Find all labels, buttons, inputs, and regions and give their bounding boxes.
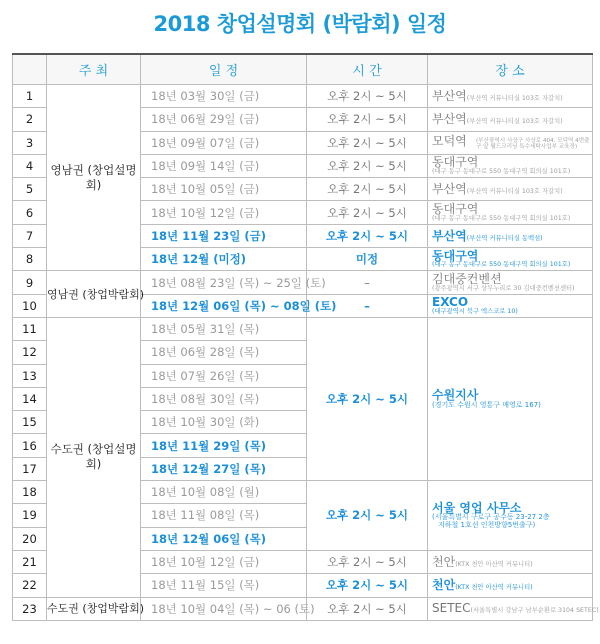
time-cell: 오후 2시 ~ 5시 [307, 224, 428, 247]
row-number: 7 [13, 224, 47, 247]
header-number [13, 54, 47, 85]
table-row [13, 85, 593, 108]
row-number: 5 [13, 178, 47, 201]
place-address: (부산역 커뮤니티실 103호 자갈치) [466, 188, 563, 196]
date-cell: 18년 10월 04일 (목) ~ 06 (토) [141, 597, 307, 620]
place-cell [428, 248, 593, 271]
time-cell: 오후 2시 ~ 5시 [307, 85, 428, 108]
place-address: (KTX 천안 아산역 커뮤니티) [455, 560, 533, 568]
host-cell: 영남권 (창업박람회) [47, 271, 141, 318]
place-name: 동대구역 [432, 155, 479, 170]
place-name: 부산역 [432, 228, 467, 243]
place-address: (부산역 커뮤니티실 103호 자갈치) [466, 118, 563, 126]
place-address: (부산광역시 사상구 사상로 404, 모덕역 4번출구 앞 웰드크리닝 특수세탁사업부 교육장) [476, 138, 590, 151]
place-name: 수원지사 [432, 388, 479, 403]
host-cell: 수도권 (창업박람회) [47, 597, 141, 620]
header-date: 일 정 [141, 54, 307, 85]
place-cell [428, 550, 593, 573]
date-cell: 18년 10월 08일 (월) [141, 481, 307, 504]
row-number: 22 [13, 574, 47, 597]
date-cell: 18년 11월 29일 (목) [141, 434, 307, 457]
place-address: (부산역 커뮤니티실 103호 자갈치) [466, 94, 563, 102]
place-cell [428, 317, 593, 480]
place-cell [428, 85, 593, 108]
place-address: (서울특별시 강남구 남부순환로 3104 SETEC) [470, 607, 599, 615]
row-number: 2 [13, 108, 47, 131]
date-cell: 18년 12월 06일 (목) ~ 08일 (토) [141, 294, 307, 317]
place-cell [428, 271, 593, 294]
place-name: 동대구역 [432, 248, 479, 263]
schedule-table [12, 53, 599, 621]
row-number: 6 [13, 201, 47, 224]
row-number: 9 [13, 271, 47, 294]
place-address: (KTX 천안 아산역 커뮤니티) [455, 584, 533, 592]
place-cell [428, 574, 593, 597]
row-number: 18 [13, 481, 47, 504]
row-number: 15 [13, 411, 47, 434]
row-number: 14 [13, 387, 47, 410]
place-name: 부산역 [432, 88, 467, 103]
place-cell [428, 108, 593, 131]
place-name: 천안 [432, 554, 456, 569]
row-number: 23 [13, 597, 47, 620]
host-cell: 수도권 (창업설명회) [47, 317, 141, 597]
place-address: (대구 동구 동대구로 550 동대구역 회의실 101호) [432, 261, 571, 269]
place-address: (광주광역시 서구 상무누리로 30 김대중컨벤션센터) [432, 284, 575, 292]
time-cell: – [307, 271, 428, 294]
row-number: 1 [13, 85, 47, 108]
row-number: 4 [13, 154, 47, 177]
host-cell: 영남권 (창업설명회) [47, 85, 141, 271]
page-title: 2018 창업설명회 (박람회) 일정 [153, 12, 447, 36]
row-number: 20 [13, 527, 47, 550]
date-cell: 18년 12월 27일 (목) [141, 457, 307, 480]
header-place: 장 소 [428, 54, 593, 85]
time-cell: 오후 2시 ~ 5시 [307, 317, 428, 480]
date-cell: 18년 09월 07일 (금) [141, 131, 307, 154]
date-cell: 18년 05월 31일 (목) [141, 317, 307, 340]
row-number: 11 [13, 317, 47, 340]
row-number: 10 [13, 294, 47, 317]
date-cell: 18년 10월 12일 (금) [141, 201, 307, 224]
time-cell: 오후 2시 ~ 5시 [307, 597, 428, 620]
place-address: (대구 동구 동대구로 550 동대구역 회의실 101호) [432, 214, 571, 222]
place-address: (부산역 커뮤니티실 동백섬) [466, 234, 543, 242]
date-cell: 18년 07월 26일 (목) [141, 364, 307, 387]
header-row [13, 54, 593, 85]
header-host: 주 최 [47, 54, 141, 85]
table-row [13, 271, 593, 294]
place-address-line2: 지하철 1호선 인천방향5번출구) [438, 520, 536, 529]
row-number: 19 [13, 504, 47, 527]
date-cell: 18년 06월 29일 (금) [141, 108, 307, 131]
place-name: 서울 영업 사무소 [432, 500, 522, 515]
date-cell: 18년 11월 08일 (목) [141, 504, 307, 527]
place-cell [428, 131, 593, 154]
place-name: 부산역 [432, 182, 467, 197]
time-cell: 오후 2시 ~ 5시 [307, 178, 428, 201]
row-number: 8 [13, 248, 47, 271]
place-name: 동대구역 [432, 202, 479, 217]
place-address: (대구 동구 동대구로 550 동대구역 회의실 101호) [432, 168, 571, 176]
place-name: 모덕역 [432, 134, 467, 149]
place-name: 김대중컨벤션 [432, 271, 502, 286]
row-number: 3 [13, 131, 47, 154]
place-cell [428, 178, 593, 201]
date-cell: 18년 12월 06일 (목) [141, 527, 307, 550]
date-cell: 18년 10월 12일 (금) [141, 550, 307, 573]
time-cell: 오후 2시 ~ 5시 [307, 550, 428, 573]
time-cell: 오후 2시 ~ 5시 [307, 154, 428, 177]
place-cell [428, 294, 593, 317]
table-row [13, 317, 593, 340]
time-cell: 오후 2시 ~ 5시 [307, 481, 428, 551]
date-cell: 18년 09월 14일 (금) [141, 154, 307, 177]
date-cell: 18년 08월 23일 (목) ~ 25일 (토) [141, 271, 307, 294]
row-number: 21 [13, 550, 47, 573]
place-cell [428, 597, 599, 620]
date-cell: 18년 11월 15일 (목) [141, 574, 307, 597]
row-number: 12 [13, 341, 47, 364]
row-number: 16 [13, 434, 47, 457]
date-cell: 18년 12월 (미정) [141, 248, 307, 271]
place-address: (대구광역시 북구 엑스코로 10) [432, 307, 518, 315]
place-address: (경기도 수원시 영통구 매영로 167) [432, 400, 541, 409]
header-time: 시 간 [307, 54, 428, 85]
time-cell: 오후 2시 ~ 5시 [307, 201, 428, 224]
place-cell [428, 154, 593, 177]
place-cell [428, 224, 593, 247]
time-cell: 오후 2시 ~ 5시 [307, 574, 428, 597]
date-cell: 18년 10월 05일 (금) [141, 178, 307, 201]
row-number: 17 [13, 457, 47, 480]
place-cell [428, 481, 593, 551]
time-cell: 오후 2시 ~ 5시 [307, 108, 428, 131]
place-name: 부산역 [432, 112, 467, 127]
table-row [13, 597, 593, 620]
place-name: EXCO [432, 295, 469, 310]
date-cell: 18년 11월 23일 (금) [141, 224, 307, 247]
date-cell: 18년 08월 30일 (목) [141, 387, 307, 410]
place-name: 천안 [432, 578, 456, 593]
time-cell: 미정 [307, 248, 428, 271]
date-cell: 18년 03월 30일 (금) [141, 85, 307, 108]
date-cell: 18년 10월 30일 (화) [141, 411, 307, 434]
time-cell: 오후 2시 ~ 5시 [307, 131, 428, 154]
time-cell: – [307, 294, 428, 317]
place-cell [428, 201, 593, 224]
date-cell: 18년 06월 28일 (목) [141, 341, 307, 364]
row-number: 13 [13, 364, 47, 387]
place-address: (서울특별시 구로구 공수동 23-27 2층 [432, 513, 550, 522]
place-name: SETEC [432, 601, 471, 616]
